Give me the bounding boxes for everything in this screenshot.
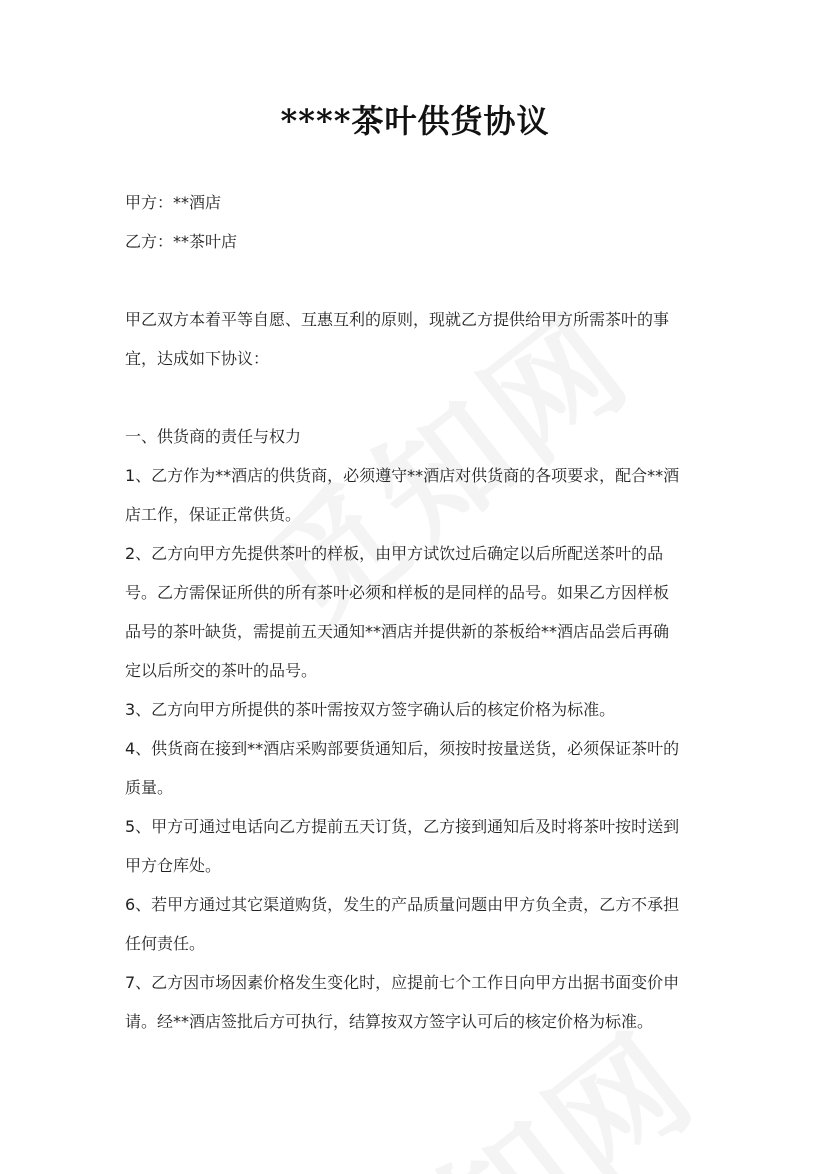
section-heading: 一、供货商的责任与权力 [125, 427, 302, 446]
clause-list [125, 417, 725, 1041]
clause-6-line: 6、若甲方通过其它渠道购货，发生的产品质量问题由甲方负全责，乙方不承担 [125, 895, 680, 914]
intro-paragraph [125, 300, 725, 378]
clause-2-line: 号。乙方需保证所供的所有茶叶必须和样板的是同样的品号。如果乙方因样板 [125, 583, 670, 602]
clause-1-line: 1、乙方作为**酒店的供货商，必须遵守**酒店对供货商的各项要求，配合**酒 [125, 466, 680, 485]
clause-6-line: 任何责任。 [125, 934, 206, 953]
party-b: 乙方：**茶叶店 [125, 232, 238, 251]
clause-1-line: 店工作，保证正常供货。 [125, 505, 302, 524]
clause-7-line: 7、乙方因市场因素价格发生变化时，应提前七个工作日向甲方出据书面变价申 [125, 973, 680, 992]
party-a: 甲方：**酒店 [125, 193, 222, 212]
intro-line: 甲乙双方本着平等自愿、互惠互利的原则，现就乙方提供给甲方所需茶叶的事 [125, 310, 670, 329]
clause-3-line: 3、乙方向甲方所提供的茶叶需按双方签字确认后的核定价格为标准。 [125, 700, 616, 719]
clause-2-line: 定以后所交的茶叶的品号。 [125, 661, 318, 680]
intro-line: 宜，达成如下协议： [125, 349, 270, 368]
clause-2-line: 2、乙方向甲方先提供茶叶的样板，由甲方试饮过后确定以后所配送茶叶的品 [125, 544, 664, 563]
clause-4-line: 质量。 [125, 778, 174, 797]
clause-4-line: 4、供货商在接到**酒店采购部要货通知后，须按时按量送货，必须保证茶叶的 [125, 739, 680, 758]
clause-5-line: 甲方仓库处。 [125, 856, 222, 875]
clause-2-line: 品号的茶叶缺货，需提前五天通知**酒店并提供新的茶板给**酒店品尝后再确 [125, 622, 670, 641]
clause-7-line: 请。经**酒店签批后方可执行，结算按双方签字认可后的核定价格为标准。 [125, 1012, 654, 1031]
clause-5-line: 5、甲方可通过电话向乙方提前五天订货，乙方接到通知后及时将茶叶按时送到 [125, 817, 680, 836]
document-title: ****茶叶供货协议 [280, 102, 550, 140]
